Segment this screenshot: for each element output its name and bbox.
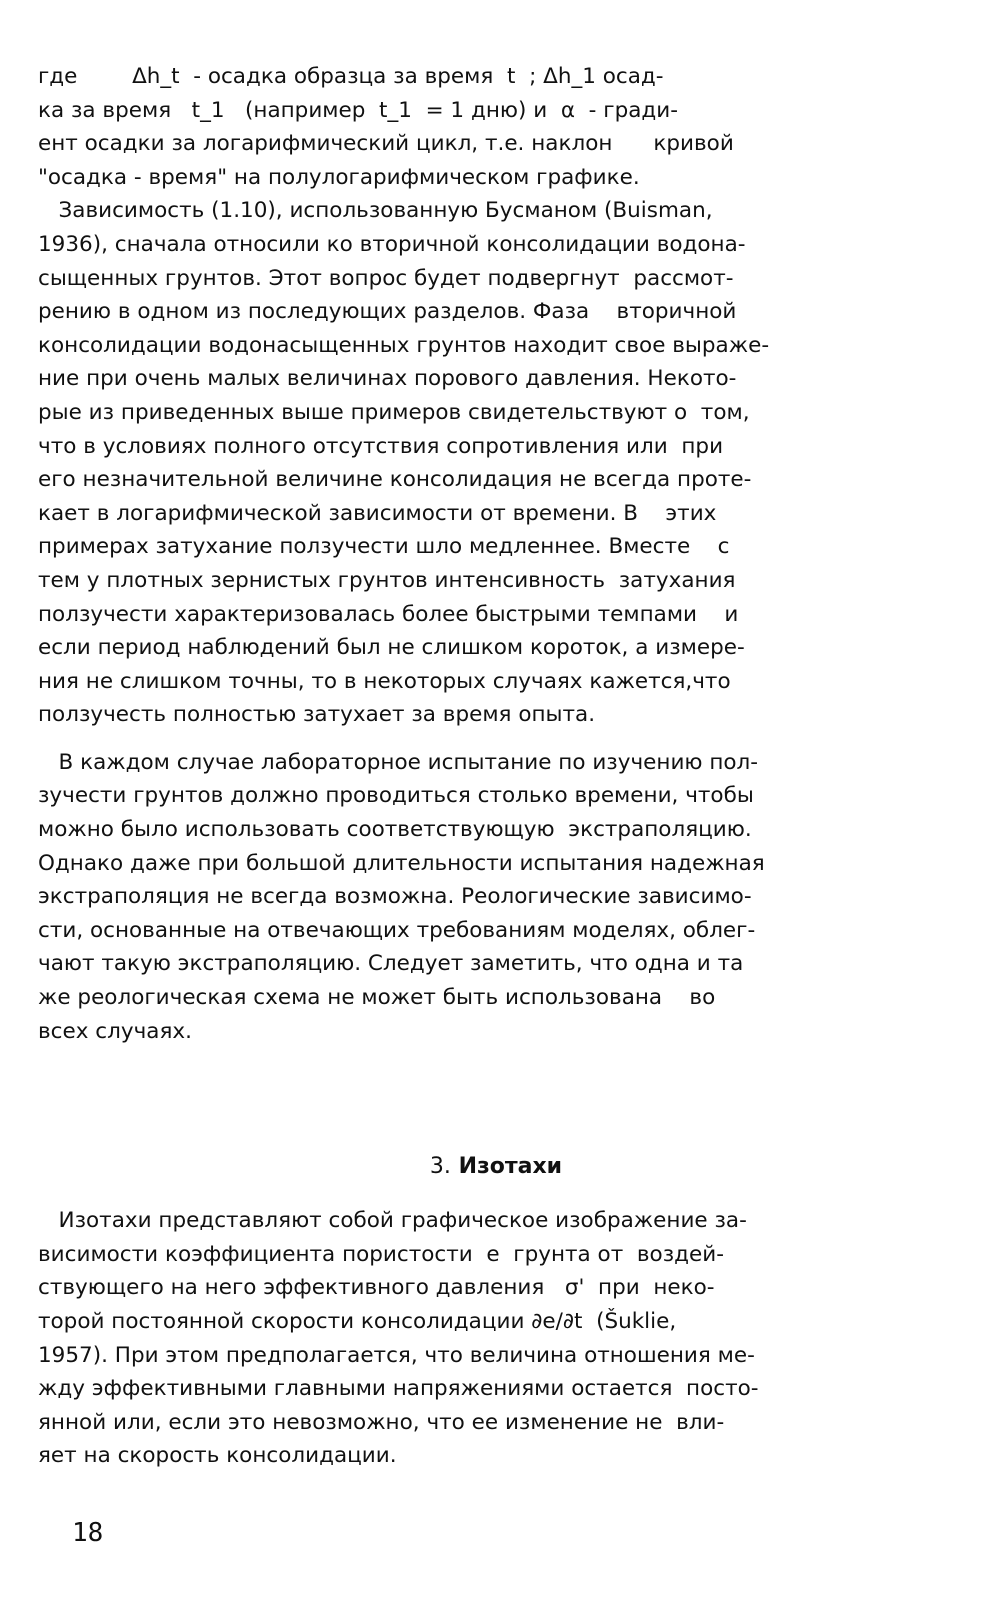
text-line: если период наблюдений был не слишком короток, а измере- — [38, 635, 745, 661]
text-line: его незначительной величине консолидация не всегда проте- — [38, 467, 752, 493]
section-heading — [38, 1150, 938, 1184]
section-title: Изотахи — [458, 1154, 563, 1180]
text-line: ка за время t_1 (например t_1 = 1 дню) и α - гради- — [38, 97, 678, 123]
text-line: всех случаях. — [38, 1018, 192, 1044]
text-line: ние при очень малых величинах порового давления. Некото- — [38, 366, 737, 392]
text-line: сыщенных грунтов. Этот вопрос будет подвергнут рассмот- — [38, 265, 734, 291]
spacer — [38, 732, 938, 746]
text-line: Однако даже при большой длительности испытания надежная — [38, 850, 765, 876]
text-line: 1957). При этом предполагается, что величина отношения ме- — [38, 1342, 755, 1368]
paragraph-3 — [38, 746, 938, 1048]
text-line: зучести грунтов должно проводиться столько времени, чтобы — [38, 783, 754, 809]
text-line: "осадка - время" на полулогарифмическом графике. — [38, 164, 640, 190]
text-line: ползучести характеризовалась более быстрыми темпами и — [38, 601, 739, 627]
page-number: 18 — [72, 1518, 104, 1548]
text-line: примерах затухание ползучести шло медленнее. Вместе с — [38, 534, 730, 560]
text-line: тем у плотных зернистых грунтов интенсивность затухания — [38, 567, 736, 593]
text-line: можно было использовать соответствующую экстраполяцию. — [38, 817, 752, 843]
text-line: консолидации водонасыщенных грунтов находит свое выраже- — [38, 332, 770, 358]
spacer — [38, 1048, 938, 1150]
spacer — [38, 1184, 938, 1204]
text-line: янной или, если это невозможно, что ее изменение не вли- — [38, 1409, 725, 1435]
text-line: 1936), сначала относили ко вторичной консолидации водона- — [38, 231, 746, 257]
paragraph-2 — [38, 194, 938, 732]
text-line: же реологическая схема не может быть использована во — [38, 985, 716, 1011]
text-line: торой постоянной скорости консолидации ∂e/∂t (Šuklie, — [38, 1309, 677, 1334]
paragraph-4 — [38, 1204, 938, 1473]
text-line: что в условиях полного отсутствия сопротивления или при — [38, 433, 724, 459]
text-line: ствующего на него эффективного давления σ' при неко- — [38, 1275, 715, 1301]
text-line: экстраполяция не всегда возможна. Реологические зависимо- — [38, 884, 752, 910]
text-line: Зависимость (1.10), использованную Бусманом (Buisman, — [38, 198, 713, 224]
text-line: В каждом случае лабораторное испытание по изучению пол- — [38, 749, 759, 775]
text-line: жду эффективными главными напряжениями остается посто- — [38, 1376, 759, 1402]
text-line: ния не слишком точны, то в некоторых случаях кажется,что — [38, 668, 731, 694]
text-line: чают такую экстраполяцию. Следует заметить, что одна и та — [38, 951, 744, 977]
text-line: ент осадки за логарифмический цикл, т.е. наклон кривой — [38, 131, 734, 157]
text-line: ползучесть полностью затухает за время опыта. — [38, 702, 596, 728]
paragraph-1 — [38, 60, 938, 194]
document-page — [38, 60, 938, 1473]
section-number: 3. — [429, 1154, 451, 1180]
text-line: где Δh_t - осадка образца за время t ; Δh_1 осад- — [38, 64, 664, 89]
text-line: кает в логарифмической зависимости от времени. В этих — [38, 500, 717, 526]
text-line: сти, основанные на отвечающих требованиям моделях, облег- — [38, 917, 756, 943]
text-line: яет на скорость консолидации. — [38, 1443, 397, 1469]
text-line: висимости коэффициента пористости e грунта от воздей- — [38, 1241, 724, 1267]
text-line: рению в одном из последующих разделов. Фаза вторичной — [38, 299, 737, 325]
text-line: рые из приведенных выше примеров свидетельствуют о том, — [38, 399, 750, 425]
text-line: Изотахи представляют собой графическое изображение за- — [38, 1208, 747, 1234]
